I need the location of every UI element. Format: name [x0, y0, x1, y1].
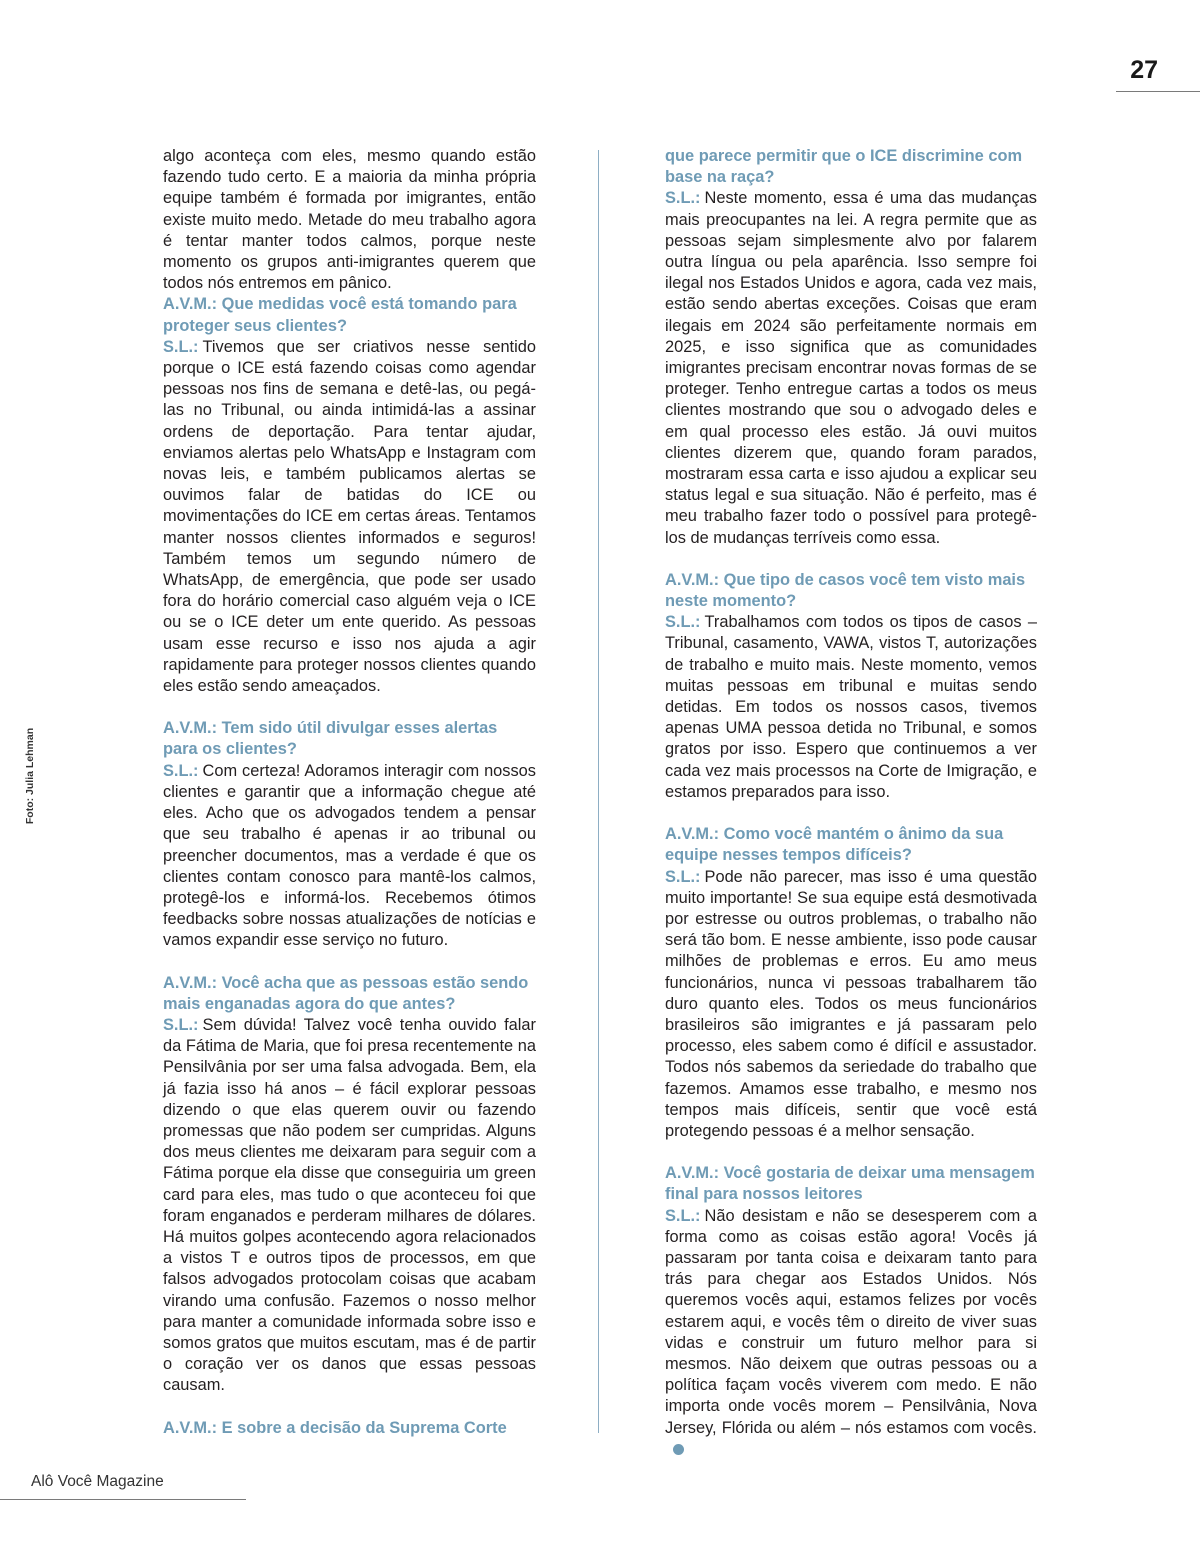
speaker-label: S.L.: [163, 337, 199, 356]
left-column [163, 146, 536, 1439]
answer-text: Tivemos que ser criativos nesse sentido porque o ICE está fazendo coisas como agendar pessoas nos fins de semana e detê-las, ou pegá-las no Tribunal, ou ainda intimidá-las a assinar ordens de deportação. Para tentar ajudar, enviamos alertas pelo WhatsApp e Instagram com novas leis, e também publicamos alertas se ouvimos falar de batidas do ICE ou movimentações do ICE em certas áreas. Tentamos manter nossos clientes informados e seguros! Também temos um segundo número de WhatsApp, de emergência, que pode ser usado fora do horário comercial caso alguém veja o ICE ou se o ICE deter um ente querido. As pessoas usam esse recurso e isso nos ajuda a agir rapidamente para proteger nossos clientes quando eles estão sendo ameaçados. [163, 337, 536, 696]
qa-block [163, 718, 536, 951]
answer-paragraph [665, 1206, 1037, 1460]
speaker-label: S.L.: [163, 761, 199, 780]
answer-paragraph [163, 1015, 536, 1397]
qa-block [163, 294, 536, 697]
answer-text: Não desistam e não se desesperem com a forma como as coisas estão agora! Vocês já passaram por tanta coisa e deixaram tanto para trás para chegar aos Estados Unidos. Nós queremos vocês aqui, estamos felizes por vocês estarem aqui, e vocês têm o direito de viver suas vidas e construir um futuro melhor para si mesmos. Não deixem que outras pessoas ou a política façam vocês viverem com medo. E não importa onde vocês morem – Pensilvânia, Nova Jersey, Flórida ou além – nós estamos com vocês. [665, 1206, 1037, 1437]
answer-text: Pode não parecer, mas isso é uma questão muito importante! Se sua equipe está desmotivada por estresse ou outros problemas, o trabalho não será tão bom. E nesse ambiente, isso pode causar milhões de problemas e erros. Eu amo meus funcionários, nunca vi pessoas trabalharem tão duro quanto eles. Todos os meus funcionários brasileiros são imigrantes e já passaram pelo processo, eles sabem como é difícil e assustador. Todos nós sabemos da seriedade do trabalho que fazemos. Amamos esse trabalho, e mesmo nos tempos mais difíceis, sentir que você está protegendo pessoas é a melhor sensação. [665, 867, 1037, 1140]
speaker-label: S.L.: [665, 613, 701, 632]
question-heading: A.V.M.: Que medidas você está tomando para proteger seus clientes? [163, 295, 517, 335]
qa-block [665, 1163, 1037, 1460]
answer-text: Sem dúvida! Talvez você tenha ouvido falar da Fátima de Maria, que foi presa recentemente na Pensilvânia por ser uma falsa advogada. Bem, ela já fazia isso há anos – é fácil explorar pessoas dizendo o que elas querem ouvir ou fazendo promessas que não podem ser cumpridas. Alguns dos meus clientes me deixaram para seguir com a Fátima porque ela disse que conseguiria um green card para eles, mas tudo o que aconteceu foi que foram enganados e perderam milhares de dólares. Há muitos golpes acontecendo agora relacionados a vistos T e outros tipos de processos, em que falsos advogados protocolam coisas que acabam virando uma confusão. Fazemos o nosso melhor para manter a comunidade informada sobre isso e somos gratos que muitos escutam, mas é de partir o coração ver os danos que essas pessoas causam. [163, 1015, 536, 1395]
speaker-label: S.L.: [665, 1206, 701, 1225]
page-number: 27 [1130, 56, 1158, 84]
qa-block [665, 146, 1037, 549]
answer-paragraph [665, 867, 1037, 1143]
question-heading: A.V.M.: Que tipo de casos você tem visto mais neste momento? [665, 570, 1026, 611]
qa-block [163, 973, 536, 1397]
answer-text: Trabalhamos com todos os tipos de casos – Tribunal, casamento, VAWA, vistos T, autorizações de trabalho e muito mais. Neste momento, vemos muitas pessoas em tribunal e muitas sendo detidas. Em todos os nossos casos, tivemos apenas UMA pessoa detida no Tribunal, e somos gratos por isso. Espero que continuemos a ver cada vez mais processos na Corte de Imigração, e estamos preparados para isso. [665, 613, 1037, 801]
right-column [665, 146, 1037, 1481]
photo-credit: Foto: Julia Lehman [24, 727, 36, 825]
column-divider [598, 150, 599, 1433]
qa-block [665, 570, 1037, 803]
speaker-label: S.L.: [163, 1015, 199, 1034]
speaker-label: S.L.: [665, 189, 701, 208]
question-heading: A.V.M.: Você acha que as pessoas estão sendo mais enganadas agora do que antes? [163, 973, 529, 1013]
answer-paragraph [665, 612, 1037, 803]
qa-block [665, 824, 1037, 1142]
answer-paragraph [163, 761, 536, 952]
magazine-footer-label: Alô Você Magazine [31, 1473, 164, 1490]
answer-paragraph [163, 337, 536, 697]
question-heading: A.V.M.: Tem sido útil divulgar esses alertas para os clientes? [163, 719, 498, 759]
answer-text: Neste momento, essa é uma das mudanças mais preocupantes na lei. A regra permite que as pessoas sejam simplesmente alvo por falarem outra língua ou pela aparência. Isso sempre foi ilegal nos Estados Unidos e agora, cada vez mais, estão sendo abertas exceções. Coisas que eram ilegais em 2024 são perfeitamente normais em 2025, e isso significa que as comunidades imigrantes precisam encontrar novas formas de se proteger. Tenho entregue cartas a todos os meus clientes mostrando que sou o advogado deles e em qual processo eles estão. Já ouvi muitos clientes dizerem que, quando foram parados, mostraram essa carta e isso ajudou a explicar seu status legal e sua situação. Não é perfeito, mas é meu trabalho fazer todo o possível para protegê-los de mudanças terríveis como essa. [665, 189, 1037, 547]
question-heading: A.V.M.: Você gostaria de deixar uma mensagem final para nossos leitores [665, 1164, 1035, 1204]
answer-paragraph [665, 188, 1037, 548]
speaker-label: S.L.: [665, 867, 701, 886]
question-heading-continued: que parece permitir que o ICE discrimine com base na raça? [665, 147, 1023, 187]
footer-rule [0, 1499, 246, 1500]
question-heading: A.V.M.: E sobre a decisão da Suprema Corte [163, 1418, 507, 1437]
answer-text: Com certeza! Adoramos interagir com nossos clientes e garantir que a informação chegue até eles. Acho que os advogados tendem a pensar que seu trabalho é apenas ir ao tribunal ou preencher documentos, mas a verdade é que os clientes contam conosco para mantê-los calmos, protegê-los e informá-los. Recebemos ótimos feedbacks sobre nossas atualizações de notícias e vamos expandir esse serviço no futuro. [163, 761, 536, 950]
intro-paragraph: algo aconteça com eles, mesmo quando estão fazendo tudo certo. E a maioria da minha própria equipe também é formada por imigrantes, então existe muito medo. Metade do meu trabalho agora é tentar manter todos calmos, porque neste momento os grupos anti-imigrantes querem que todos nós entremos em pânico. [163, 147, 536, 293]
question-heading: A.V.M.: Como você mantém o ânimo da sua equipe nesses tempos difíceis? [665, 825, 1004, 865]
page-number-rule [1116, 91, 1200, 92]
end-of-article-dot-icon [673, 1444, 684, 1455]
